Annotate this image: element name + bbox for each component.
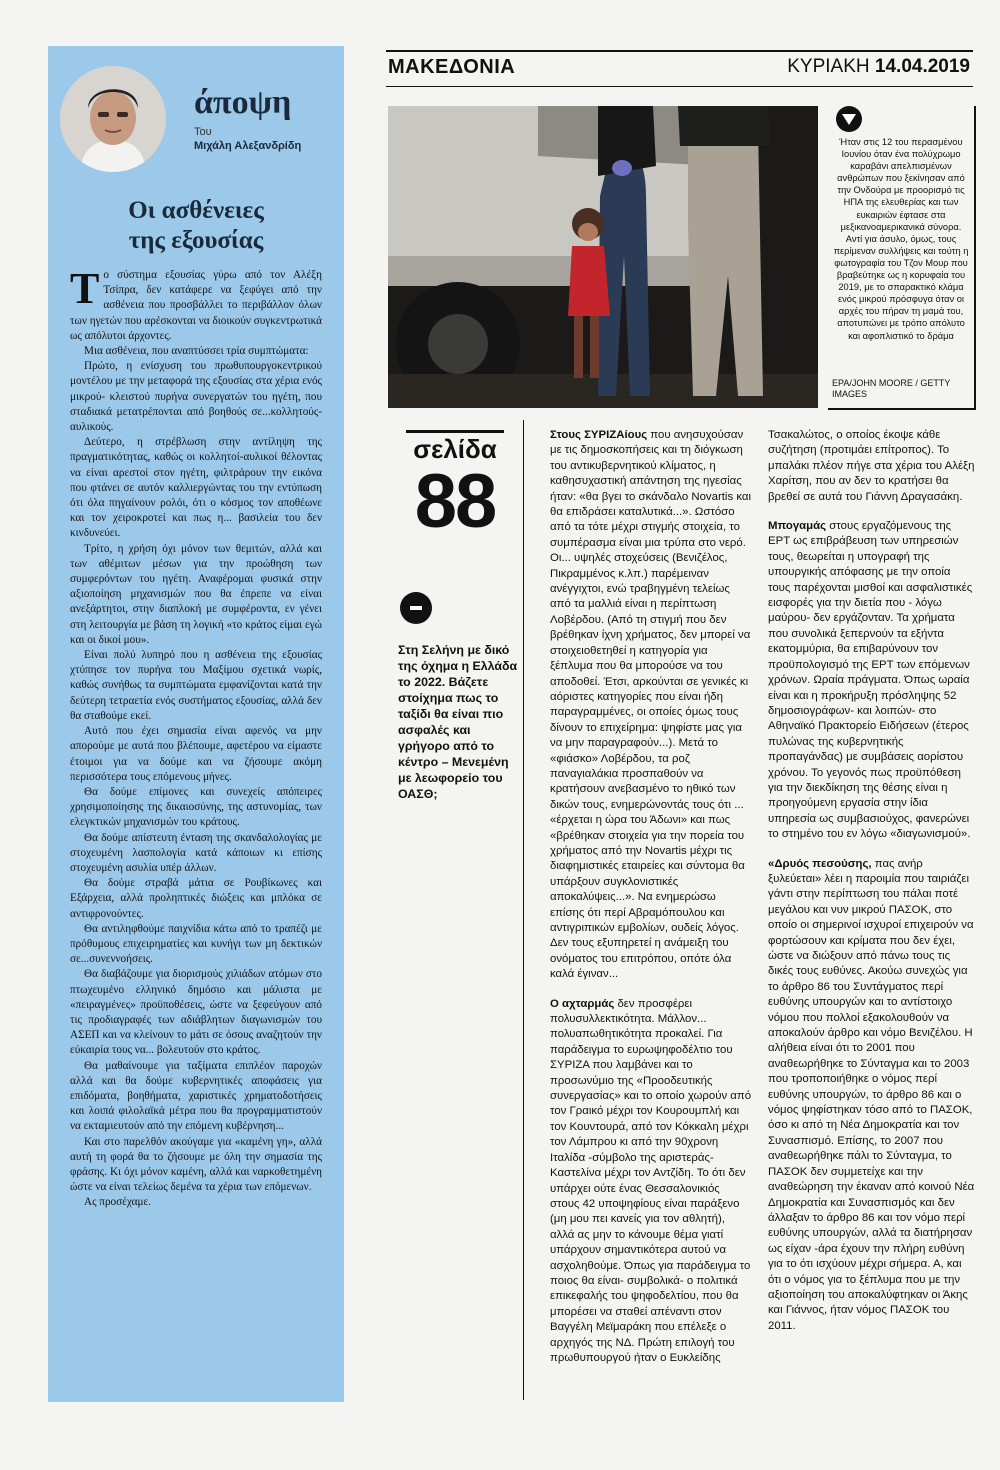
article-paragraph: Τσακαλώτος, ο οποίος έκοψε κάθε συζήτηση (προτιμάει επίτροπος). Το μπαλάκι πλέον πήγε στα χέρια του Αλέξη Χαρίτση, που αν δεν το κρατήσει θα βρεθεί σε αυτά του Γιάννη Δραγασάκη. xyxy=(768,429,975,503)
photo-credit: EPA/JOHN MOORE / GETTY IMAGES xyxy=(832,378,951,399)
paragraph: Θα μαθαίνουμε για ταξίματα επιπλέον παροχών αλλά και θα δούμε κυβερνητικές αποφάσεις για επιδόματα, βοηθήματα, χαριστικές χρηματοδοτήσεις και λοιπά φιλολαϊκά μέτρα που θα προγραμματιστούν να εκταμιευτούν από την επόμενη κυβέρνηση... xyxy=(70,1059,322,1133)
lead-in: «Δρυός πεσούσης, xyxy=(768,857,872,870)
paragraph: Αυτό που έχει σημασία είναι αφενός να μην απορούμε με αυτά που βλέπουμε, αφετέρου να είμαστε έτοιμοι για να δούμε και να ζήσουμε ακόμη περισσότερα τους επόμενους μήνες. xyxy=(70,725,322,783)
paragraph: Θα δούμε στραβά μάτια σε Ρουβίκωνες και Εξάρχεια, αλλά προληπτικές διώξεις και μπλόκα σε αντιφρονούντες. xyxy=(70,877,322,920)
header-rule xyxy=(386,50,973,52)
lead-in: Ο αχταρμάς xyxy=(550,997,615,1010)
dropcap: Τ xyxy=(70,264,100,313)
paragraph: Είναι πολύ λυπηρό που η ασθένεια της εξουσίας χτύπησε τον πυρήνα του Μαξίμου σχετικά νωρίς, καθώς συνήθως τα συμπτώματα εμφανίζονται κατά την δεύτερη τετραετία ενός συστήματος εξουσίας, αλλά δεν θα σταθούμε εκεί. xyxy=(70,649,322,722)
paragraph: Θα αντιληφθούμε παιχνίδια κάτω από το τραπέζι με πρόθυμους επιχειρηματίες και κυνήγι των μη δεκτικών σε...συνεννοήσεις. xyxy=(70,922,322,966)
selida-label: σελίδα xyxy=(413,434,497,464)
header-rule xyxy=(386,86,973,87)
article-paragraph: Μπογαμάς στους εργαζόμενους της ΕΡΤ ως επιβράβευση των υπηρεσιών τους, θεωρείται η υπογραφή της υπουργικής απόφασης με την οποία τους παρέχονται μισθοί και ασφαλιστικές εισφορές για την διετία που - λόγω μαύρου- δεν εργάζονταν. Τα χρήματα που συνολικά ξεπερνούν τα εξήντα εκατομμύρια, θα επιβαρύνουν τον προϋπολογισμό της ΕΡΤ των επόμενων χρόνων. Ωραία πράγματα. Όπως ωραία είναι και η προκήρυξη πρόσληψης 52 δημοσιογράφων- και λοιπών- στο Αθηναϊκό Πρακτορείο Ειδήσεων (έτερος πυλώνας της κυβερνητικής προπαγάνδας) με συμβάσεις αορίστου χρόνου. Το γεγονός πως προϋπόθεση για την διεκδίκηση της θέσης είναι η προηγούμενη εργασία στην ίδια υπηρεσία ως συμβασιούχος, φανερώνει το στημένο του εν λόγω «διαγωνισμού». xyxy=(768,520,973,841)
article-paragraph: Ο αχταρμάς δεν προσφέρει πολυσυλλεκτικότητα. Μάλλον... πολυαπωθητικότητα προκαλεί. Για παράδειγμα το ευρωψηφοδέλτιο του ΣΥΡΙΖΑ που λαμβάνει και το προσωνύμιο της «Προοδευτικής συνεργασίας» και το οποίο χωρούν από τον Γραικό μέχρι τον Κουρουμπλή και τον Κουντουρά, από τον Κόκκαλη μέχρι τον Λάμπρου κι από την 90χρονη Ιταλίδα -σύμβολο της αριστεράς- Καστελίνα μέχρι τον Αντζίδη. Το ότι δεν υπάρχει ούτε ένας Θεσσαλονικιός στους 42 υποψηφίους είναι παράξενο (μη μου πει κανείς για τον αθλητή), αλλά ας μην το κάνουμε θέμα γιατί υπάρχουν σημαντικότερα αυτού να ασχοληθούμε. Όπως για παράδειγμα το ποιος θα είναι- συμβολικά- ο πολιτικά επικεφαλής του ψηφοδελτίου, που θα μπορέσει να σταθεί απέναντι στον Βαγγέλη Μεϊμαράκη που επέλεξε ο αρχηγός της ΝΔ. Πρώτη επιλογή του πρωθυπουργού ήταν ο Ευκλείδης xyxy=(550,997,752,1364)
paragraph: Τρίτο, η χρήση όχι μόνον των θεμιτών, αλλά και των αθέμιτων μέσων για την προώθηση των συμφερόντων του ηγέτη. Αναφέρομαι φυσικά στην αξιοποίηση μηχανισμών που θα έπρεπε να είναι ανεξάρτητοι, στην διαπλοκή με συμφέροντα, εν γένει στη λειτουργία με βάση τη λογική «το κράτος είμαι εγώ και οι δικοί μου». xyxy=(70,542,322,646)
news-photo xyxy=(388,106,818,408)
section-name: ΜΑΚΕΔΟΝΙΑ xyxy=(388,56,516,78)
author-name: Μιχάλη Αλεξανδρίδη xyxy=(194,140,302,152)
page-teaser-box xyxy=(396,430,536,814)
opinion-body xyxy=(70,264,322,1211)
minus-icon xyxy=(400,592,432,624)
issue-day: ΚΥΡΙΑΚΗ xyxy=(787,56,870,77)
article-paragraph: Στους ΣΥΡΙΖΑίους που ανησυχούσαν με τις δημοσκοπήσεις και τη διόγκωση του αντικυβερνητικού κλίματος, η καθησυχαστική απάντηση της ηγεσίας ήταν: «θα βγει το σκάνδαλο Novartis και θα επιδράσει καταλυτικά...». Ωστόσο από τα τότε μέχρι στιγμής στοιχεία, το συμπέρασμα είναι μια τρύπα στο νερό. Οι... υψηλές στοχεύσεις (Βενιζέλος, Πικραμμένος κ.λπ.) παρέμειναν ανέγγιχτοι, ενώ τραβηγμένη τελείως από τα μαλλιά είναι η περίπτωση Λοβέρδου. (Από τη στιγμή που δεν βρέθηκαν ίχνη χρήματος, δεν μπορεί να στοιχειοθετηθεί η κατηγορία για ξέπλυμα που θα μπορούσε να του αποδοθεί. Έτσι, αρκούνται σε γενικές κι αόριστες κατηγορίες που είναι ήδη παραγραμμένες, οι οποίες όμως τους δίνουν το επιχείρημα: ψηφίστε μας για να μην παραγραφούν...). Μετά το «φιάσκο» Λοβέρδου, τα ροζ παναγιαλάκια προσπαθούν να κρατήσουν ανεβασμένο το ηθικό των δικών τους, ενημερώνοντάς τους ότι ... «έρχεται η ώρα του Άδωνι» και πως «βρέθηκαν στοιχεία για την πορεία του χρήματος από την Novartis μέχρι τις διαφημιστικές εταιρείες και σύντομα θα υπάρξουν συγκλονιστικές αποκαλύψεις...». Να ενημερώσω επίσης ότι περί Αβραμόπουλου και αντιγριπικών εμβολίων, ουδείς λόγος. Δεν τους εξυπηρετεί η ανάμειξη του ονόματος του επιτρόπου, οπότε όλα καλά έγιναν... xyxy=(550,429,751,981)
column-divider xyxy=(523,420,524,1400)
selida-rule xyxy=(406,430,504,433)
opinion-headline xyxy=(48,196,344,256)
opinion-column xyxy=(48,46,344,1402)
article-column-b xyxy=(768,428,976,1348)
paragraph: Δεύτερο, η στρέβλωση στην αντίληψη της πραγματικότητας, καθώς οι κολλητοί-αυλικοί θέλοντας να είναι αρεστοί στον ηγέτη, φιλτράρουν την εικόνα που φτάνει σε αυτόν καλλιεργώντας του την εντύπωση ότι όλα πηγαίνουν ρολόι, ότι ο κόσμος τον αποθέωνε και τον χειροκροτεί και πως η... βασιλεία του δεν κινδυνεύει. xyxy=(70,436,322,540)
paragraph: Θα διαβάζουμε για διορισμούς χιλιάδων ατόμων στο πτωχευμένο ελληνικό δημόσιο και μάλιστα με «πειραγμένες» προϋποθέσεις, ώστε να ξεφεύγουν από τις προδιαγραφές των αδιάβλητων διαγωνισμών του ΑΣΕΠ και να κλείνουν το μάτι σε όσους αναζητούν την εύκαιρία τους να... βολευτούν στο κράτος. xyxy=(70,968,322,1057)
paragraph: Ας προσέχαμε. xyxy=(84,1196,151,1209)
article-paragraph: «Δρυός πεσούσης, πας ανήρ ξυλεύεται» λέει η παροιμία που ταιριάζει γάντι στην περίπτωση του πάλαι ποτέ μεγάλου και νυν μικρού ΠΑΣΟΚ, στο οποίο οι σημερινοί ισχυροί επιχειρούν να φορτώσουν και κρίματα που δεν έχει, ώστε να διώξουν από πάνω τους τις δικές τους ευθύνες. Ακούω συνεχώς για το άρθρο 86 του Συντάγματος περί ευθύνης υπουργών και το αντίστοιχο νόμου που πολλοί εξακολουθούν να αποκαλούν άρθρο και νόμο Βενιζέλου. Η αλήθεια είναι ότι το 2001 που αναθεωρήθηκε το Σύνταγμα και το 2003 που τροποποιήθηκε ο νόμος περί ευθύνης υπουργών, το άρθρο 86 και ο νόμος ψηφίστηκαν τόσο από το ΠΑΣΟΚ, όσο κι από τη Νέα Δημοκρατία και τον Συνασπισμό. Επίσης, το 2007 που αναθεωρήθηκε πάλι το Σύνταγμα, το ΠΑΣΟΚ δεν συμμετείχε και την αναθεώρηση την έκαναν από κοινού Νέα Δημοκρατία και Συνασπισμός και δεν άλλαξαν το άρθρο 86 και τον νόμο περί ευθύνης υπουργών, αλλά τα διατήρησαν ως είχαν -άρα έχουν την πλήρη ευθύνη για το ότι ισχύουν μέχρι σήμερα. Α, και ότι ο νόμος για το ξέπλυμα που με την αξιοποίηση του αποκαλύφτηκαν οι Άκης και Γιάννος, ήταν νόμος ΠΑΣΟΚ του 2011. xyxy=(768,857,975,1332)
triangle-down-icon xyxy=(836,106,862,132)
author-avatar xyxy=(60,66,166,172)
issue-date xyxy=(787,56,970,78)
lead-in: Στους ΣΥΡΙΖΑίους xyxy=(550,429,648,441)
paragraph: Μια ασθένεια, που αναπτύσσει τρία συμπτώματα: xyxy=(84,345,309,358)
article-column-a xyxy=(550,428,752,1380)
paragraph: Θα δούμε απίστευτη ένταση της σκανδαλολογίας με στοχευμένη λασπολογία κατά κάποιων κι επίσης στοχευμένη ασυλία υπέρ άλλων. xyxy=(70,831,322,874)
paragraph: Και στο παρελθόν ακούγαμε για «καμένη γη», αλλά αυτή τη φορά θα το ζήσουμε με όλη την σημασία της φράσης. Κι όχι μόνον καμένη, αλλά και ναρκοθετημένη ώστε να είναι τελείως δεμένα τα χέρια των επόμενων. xyxy=(70,1135,322,1194)
issue-date-value: 14.04.2019 xyxy=(874,56,970,77)
photo-caption-box xyxy=(828,106,976,410)
paragraph: Θα δούμε επίμονες και συνεχείς απόπειρες χρησιμοποίησης της δικαιοσύνης, της αστυνομίας, των ελεγκτικών μηχανισμών του κράτους. xyxy=(70,785,322,829)
photo-caption: Ήταν στις 12 του περασμένου Ιουνίου όταν ένα πολύχρωμο καραβάνι απελπισμένων ανθρώπων που ξεκίνησαν από την Ονδούρα με προορισμό τις ΗΠΑ της ελευθερίας και των ευκαιριών έφτασε στα μεξικανοαμερικανικά σύνορα. Αντί για άσυλο, όμως, τους περίμεναν συλλήψεις και τούτη η φωτογραφία του Τζον Μουρ που βραβεύτηκε ως η κορυφαία του 2019, με το σπαρακτικό κλάμα ενός μικρού πρόσφυγα όταν οι αρχές του πήραν τη μαμά του, αποτυπώνει με τρόπο απόλυτο και αφοπλιστικό το δράμα xyxy=(833,137,969,341)
headline-line-1: Οι ασθένειες xyxy=(128,197,264,224)
selida-number: 88 xyxy=(414,459,496,544)
lead-in: Μπογαμάς xyxy=(768,520,827,533)
selida-teaser-text: Στη Σελήνη με δικό της όχημα η Ελλάδα το 2022. Βάζετε στοίχημα πως το ταξίδι θα είναι πιο ασφαλές και γρήγορο από το κέντρο – Μενεμένη με λεωφορείο του ΟΑΣΘ; xyxy=(398,643,518,801)
headline-line-2: της εξουσίας xyxy=(128,227,264,254)
paragraph: Πρώτο, η ενίσχυση του πρωθυπουργοκεντρικού μοντέλου με την μεταφορά της εξουσίας στα χέρια ενός μικρού- κλειστού πυρήνα συνεργατών του ηγέτη, που σταδιακά μετατρέπονται από βοηθούς σε...κολλητούς- αυλικούς. xyxy=(70,360,322,434)
byline-label: Του xyxy=(194,126,212,138)
paragraph: Το σύστημα εξουσίας γύρω από τον Αλέξη Τσίπρα, δεν κατάφερε να ξεφύγει από την ασθένεια που προσβάλλει το περιβάλλον όλων των ηγετών που αρέσκονται να διοικούν συγκεντρωτικά ως απόλυτοι άρχοντες. xyxy=(70,264,322,342)
opinion-title: άποψη xyxy=(194,84,292,121)
